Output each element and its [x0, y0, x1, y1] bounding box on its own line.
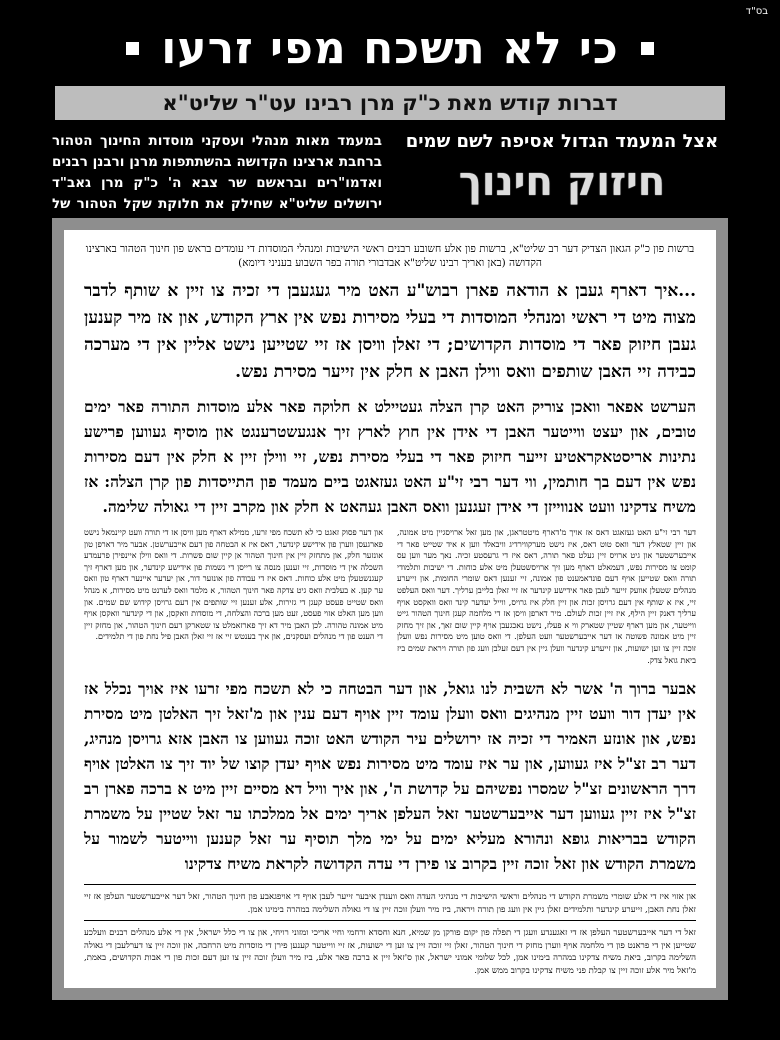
title-row: [0, 18, 780, 78]
letter-frame: [52, 218, 728, 1000]
letter-column-right: דער רבי זי"ע האט געזאגט דאס אז אויך מ'דארף מיטטראגן, און מען זאל ארויסגיין מיט אמונה, און זיין שטאלץ דער וואס טוט דאס, איז נישט מערקווירדיג וויבאלד ווען א איד שטייט פאר די אייבערשטער און גיט ארויס זיין געלט פאר תורה, דאס איז די גרעסטע זכיה. נאך מער ווען עס קומט צו מסירות נפש, דעמאלט דארף מען זיך ארויסשטעלן מיט אלע כוחות. די ישיבות ותלמודי תורה וואס שטייען אויף דעם פונדאמענט פון אמונה, זיי זענען דאס שומרי החומות, און זייערע מנהלים שטעלן אוועק זייער לעבן פאר אידישע קינדער אז זיי זאלן בלייבן ערליך. דער וואס העלפט זיי, איז א שותף אין דעם גרויסן זכות און זיין חלק איז גרויס, ווייל יעדער קינד וואס וואקסט אויף ערליך דאנק זיין הילף, איז זיין זכות לעולם. מיר דארפן וויסן אז די מלחמה קעגן חינוך הטהור גייט ווייטער, און מען דארף שטיין שטארק ווי א פעלז, נישט נאכגעבן אויף קיין שום זאך, און זיך מחזק זיין מיט אמונה פשוטה אז דער אייבערשטער וועט העלפן. די וואס טוען מיט מסירות נפש וועלן זוכה זיין צו זען ישועות, און זייערע קינדער וועלן גיין אין דעם זעלבן וועג פון תורה ויראת שמים ביז ביאת גואל צדק.: [397, 528, 696, 665]
letter-intro: ברשות פון כ"ק הגאון הצדיק דער רב שליט"א, ברשות פון אלע חשובע רבנים ראשי הישיבות ומנהלי המוסדות די עומדים בראש פון חינוך הטהור בארצינו הקדושה (באן ואריך רבינו שליט"א אבדבורי תורה בפר השבוע בעניני דיומא): [85, 243, 695, 269]
event-line-2: חיזוק חינוך: [458, 159, 666, 205]
letter-closing: זאל די דער אייבערשטער העלפן אז די זאגענדע וועגן די תפלה פון יקום פורקן מן שמיא, חנא וחסדא ורחמי וחיי אריכי ומזוני רויחי, און צו די כלל ישראל, אין די אלע מנהלים רבנים וועלכע שטייען אין די פראנט פון די מלחמה אויף ווערן מחזק די חינוך הטהור, זאלן זיי זוכה זיין צו זען די ישועות, אז זיי ווייטער קענען פירן די מוסדות מיט הרחבה, און זוכה זיין צו דערלעבן די גאולה השלימה בקרוב, ביאת משיח צדקינו במהרה בימינו אמן, לכל שלומי אמוני ישראל, און ס'זאל זיין א ברכה פאר אלע, ביז מיר וועלן זוכה זיין צו זען דעם זכות פון די אבות הקדושים, באמת, מ'זאל מיר אלע זוכה זיין צו קבלת פני משיח צדקינו בקרוב ממש אמן.: [84, 928, 696, 976]
event-line-1: אצל המעמד הגדול אסיפה לשם שמים: [405, 131, 719, 152]
subtitle: דברות קודש מאת כ"ק מרן רבינו עט"ר שליט"א: [162, 91, 618, 115]
subtitle-bar: [55, 86, 725, 120]
letter-para-1: ...איך דארף געבן א הודאה פארן רבוש"ע האט מיר געגעבן די זכיה צו זיין א שותף לדבר מצוה מיט די ראשי ומנהלי המוסדות די בעלי מסירות נפש אין ארץ הקודש, און אז מיר קענען געבן חיזוק פאר די מוסדות הקדושים; די זאלן וויסן אז זיי שטייען נישט אליין אין די מערכה כבידה זיי האבן שותפים וואס ווילן האבן א חלק אין זייער מסירת נפש.: [84, 281, 696, 382]
bsd-mark: בס"ד: [745, 6, 768, 17]
letter-column-left: און דער פסוק זאגט כי לא תשכח מפי זרעו, ממילא דארף מען וויסן אז די תורה וועט קיינמאל נישט פארגעסן ווערן פון אידישע קינדער, דאס איז א הבטחה פון דעם אייבערשטן. אבער מיר דארפן טון אונזער חלק, און מתחזק זיין אין חינוך הטהור אן קיין שום פשרות. די וואס ווילן איינפירן פרעמדע השכלה אין די מוסדות, זיי זענען מנסה צו רייסן די נשמות פון אידישע קינדער, און מען דארף זיך קעגנשטעלן מיט אלע כוחות. דאס איז די עבודה פון אונזער דור, און יעדער איינער דארף טון וואס ער קען. א בעלבית וואס גיט צדקה פאר חינוך הטהור, א מלמד וואס לערנט מיט מסירות, א מנהל וואס שטייט פעסט קעגן די גזירות, אלע זענען זיי שותפים אין דעם גרויסן קידוש שם שמים. און ווען מען האלט אזוי פעסט, זעט מען ברכה והצלחה, די מוסדות וואקסן, און די קינדער וואקסן אויף מיט אמונה טהורה. לכן האבן מיר דא זיך פארזאמלט צו שטארקן דעם חינוך הטהור, און מחזק זיין די הענט פון די מנהלים ועסקנים, און איך בענטש זיי אז זיי זאלן האבן פיל נחת פון די תלמידים.: [84, 528, 383, 642]
main-title: כי לא תשכח מפי זרעו: [161, 22, 619, 74]
letter-para-2: הערשט אפאר וואכן צוריק האט קרן הצלה געטיילט א חלוקה פאר אלע מוסדות התורה פאר ימים טובים, און יעצט ווייטער האבן די אידן אין חוץ לארץ זיך אנגעשטרענגט און מוסיף געווען פרישע נתינות אריסטאקראטיע זייער חיזוק פאר די בעלי מסירת נפש, זיי ווילן זיין א חלק אין דעם מסירות נפש אין דעם בך חותמין, ווי דער רבי זי"ע האט געזאגט ביים מעמד פון התייסדות פון קרן הצלה: אז משיח צדקינו וועט אנווייזן די אידן זעגנען וואס האבן געהאט א חלק און מקרב זיין די גאולה שלימה.: [84, 397, 696, 516]
letter-para-3: אבער ברוך ה' אשר לא השבית לנו גואל, און דער הבטחה כי לא תשכח מפי זרעו איז אויך נכלל אז אין יעדן דור וועט זיין מנהיגים וואס וועלן עומד זיין אויף דעם ענין און מ'זאל זיך האלטן מיט מסירת נפש, און אונזע האמיר די זכיה אז ירושלים עיר הקודש האט זוכה געווען צו האבן אזא גרויסן מנהיג, דער רב זצ"ל איז געווען, און ער איז עומד מיט מסירות נפש אויף יעדן קוצו של יוד זיך צו האלטן אויף דרך הראשונים זצ"ל שמסרו נפשיהם על קדושת ה', און איך וויל דא מסיים זיין מיט א ברכה פארן רב זצ"ל איז זיין געווען דער אייבערשטער זאל העלפן אריך ימים אל ממלכתו ער זאל שטיין על משמרת הקודש בבריאות גופא ונהורא מעליא ימים על ימי מלך תוסיף ער זאל קענען ווייטער לשמור על משמרת הקודש און זאל זוכה זיין בקרוב צו פירן די עדה הקדושה לקראת משיח צדקינו: [84, 679, 696, 874]
square-bullet-icon: [641, 42, 654, 55]
letter-page: [64, 230, 716, 988]
letter-para-4: און אזוי איז די אלע שומרי משמרת הקודש די מנהלים וראשי הישיבות די מנהיגי העדה וואס ווענדן איבער זייער לעבן אויף די אויפגאבע פון חינוך הטהור, זאל דער אייבערשטער העלפן אז זיי זאלן נחת האבן, זייערע קינדער ותלמידים זאלן גיין אין וועג פון תורה ויראה, ביז מיר וועלן זוכה זיין צו די גאולה השלימה במהרה בימינו אמן.: [84, 892, 696, 915]
divider: [84, 884, 696, 885]
event-description: במעמד מאות מנהלי ועסקני מוסדות החינוך הטהור ברחבת ארצינו הקדושה בהשתתפות מרנן ורבנן רבנים ואדמו"רים ובראשם שר צבא ה' כ"ק מרן גאב"ד ירושלים שליט"א שחילק את חלוקת שקל הטהור של: [52, 133, 382, 212]
divider: [84, 920, 696, 921]
square-bullet-icon: [126, 42, 139, 55]
letter-columns: [84, 527, 696, 666]
